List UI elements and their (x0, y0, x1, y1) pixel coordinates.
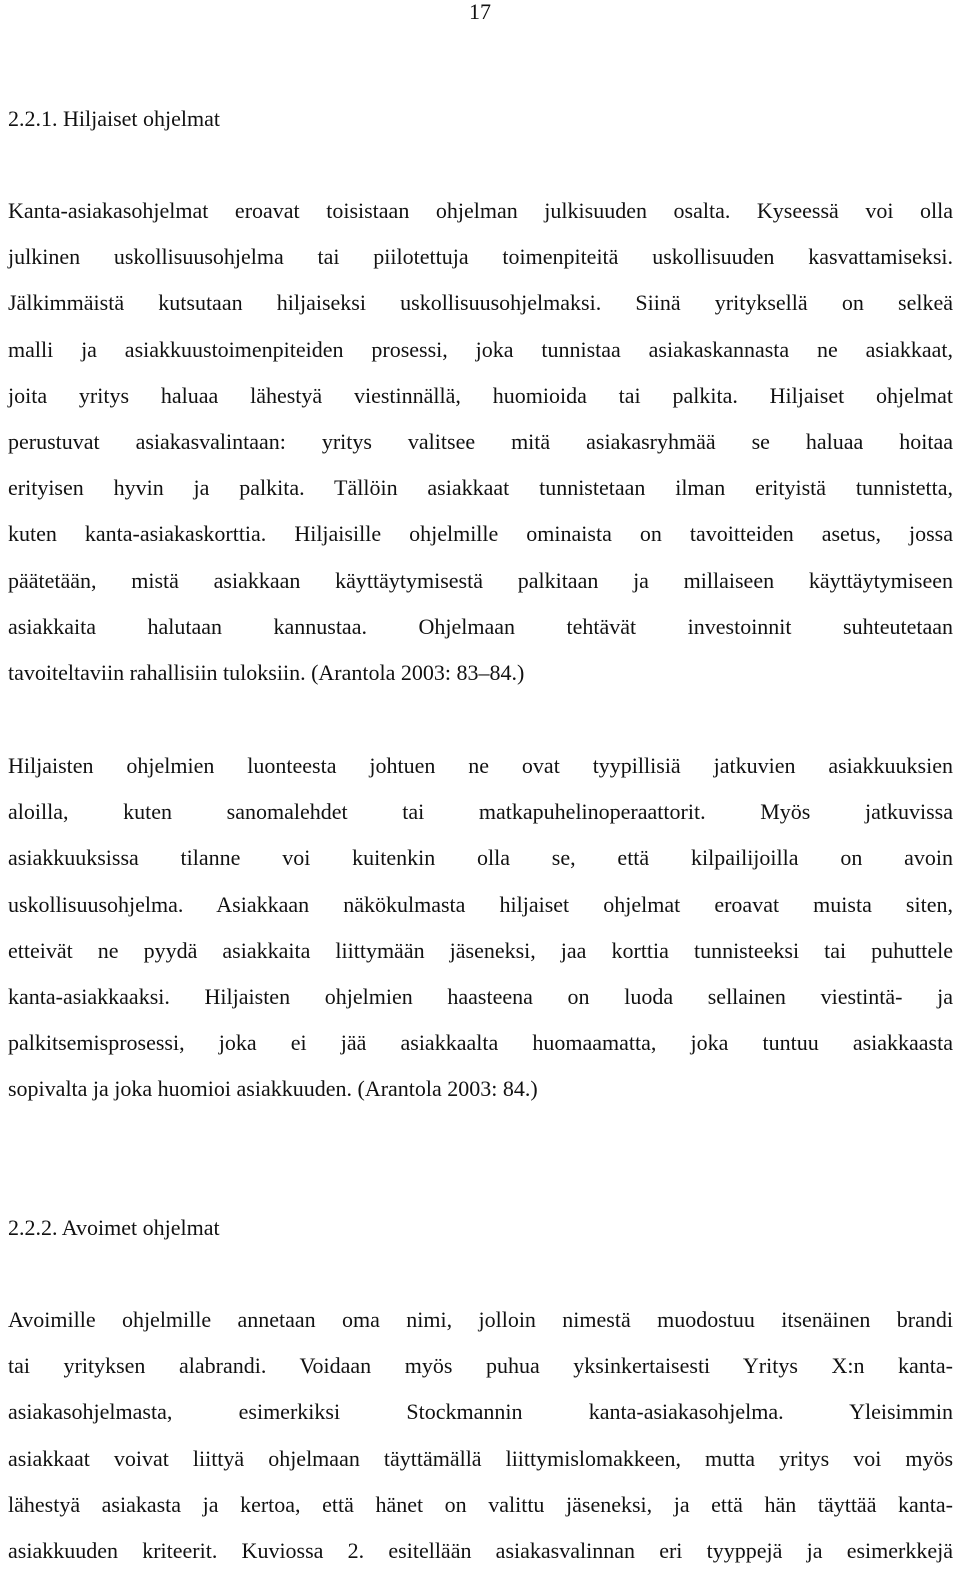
section-heading-hiljaiset-ohjelmat: 2.2.1. Hiljaiset ohjelmat (8, 106, 221, 131)
page-number: 17 (469, 0, 491, 24)
text-line: Avoimille ohjelmille annetaan oma nimi, jolloin nimestä muodostuu itsenäinen brandi (8, 1307, 953, 1332)
section-heading-avoimet-ohjelmat: 2.2.2. Avoimet ohjelmat (8, 1215, 220, 1240)
text-line: Jälkimmäistä kutsutaan hiljaiseksi uskollisuusohjelmaksi. Siinä yrityksellä on selkeä (8, 290, 953, 316)
paragraph-hiljaiset-jatkuvat (8, 743, 953, 1113)
text-line: kuten kanta-asiakaskorttia. Hiljaisille ohjelmille ominaista on tavoitteiden asetus, jossa (8, 521, 953, 547)
text-line: etteivät ne pyydä asiakkaita liittymään jäseneksi, jaa korttia tunnisteeksi tai puhuttele (8, 937, 953, 963)
text-line: malli ja asiakkuustoimenpiteiden prosessi, joka tunnistaa asiakaskannasta ne asiakkaat, (8, 336, 953, 362)
text-line: Hiljaisten ohjelmien luonteesta johtuen ne ovat tyypillisiä jatkuvien asiakkuuksien (8, 753, 953, 778)
text-line: asiakkaat voivat liittyä ohjelmaan täyttämällä liittymislomakkeen, mutta yritys voi myös (8, 1445, 953, 1471)
text-line: kanta-asiakkaaksi. Hiljaisten ohjelmien haasteena on luoda sellainen viestintä- ja (8, 983, 953, 1009)
text-line: uskollisuusohjelma. Asiakkaan näkökulmasta hiljaiset ohjelmat eroavat muista siten, (8, 891, 953, 917)
text-line: asiakkaita halutaan kannustaa. Ohjelmaan tehtävät investoinnit suhteutetaan (8, 613, 953, 639)
text-line: sopivalta ja joka huomioi asiakkuuden. (Arantola 2003: 84.) (8, 1076, 538, 1102)
text-line: julkinen uskollisuusohjelma tai piilotettuja toimenpiteitä uskollisuuden kasvattamiseksi. (8, 244, 953, 270)
paragraph-avoimet-intro (8, 1297, 953, 1574)
text-line: aloilla, kuten sanomalehdet tai matkapuhelinoperaattorit. Myös jatkuvissa (8, 799, 953, 825)
text-line: palkitsemisprosessi, joka ei jää asiakkaalta huomaamatta, joka tuntuu asiakkaasta (8, 1030, 953, 1056)
text-line: asiakkuuden kriteerit. Kuviossa 2. esitellään asiakasvalinnan eri tyyppejä ja esimerkkejä (8, 1537, 953, 1563)
text-line: asiakkuuksissa tilanne voi kuitenkin olla se, että kilpailijoilla on avoin (8, 845, 953, 871)
text-line: perustuvat asiakasvalintaan: yritys valitsee mitä asiakasryhmää se haluaa hoitaa (8, 428, 953, 454)
text-line: Kanta-asiakasohjelmat eroavat toisistaan ohjelman julkisuuden osalta. Kyseessä voi olla (8, 198, 953, 223)
text-line: asiakasohjelmasta, esimerkiksi Stockmannin kanta-asiakasohjelma. Yleisimmin (8, 1399, 953, 1425)
text-line: päätetään, mistä asiakkaan käyttäytymisestä palkitaan ja millaiseen käyttäytymiseen (8, 567, 953, 593)
text-line: lähestyä asiakasta ja kertoa, että hänet on valittu jäseneksi, ja että hän täyttää kanta- (8, 1491, 953, 1517)
text-line: erityisen hyvin ja palkita. Tällöin asiakkaat tunnistetaan ilman erityistä tunnistetta, (8, 475, 953, 501)
paragraph-hiljaiset-intro (8, 188, 953, 696)
text-line: tai yrityksen alabrandi. Voidaan myös puhua yksinkertaisesti Yritys X:n kanta- (8, 1353, 953, 1379)
text-line: joita yritys haluaa lähestyä viestinnällä, huomioida tai palkita. Hiljaiset ohjelmat (8, 382, 953, 408)
text-line: tavoiteltaviin rahallisiin tuloksiin. (Arantola 2003: 83–84.) (8, 659, 525, 685)
